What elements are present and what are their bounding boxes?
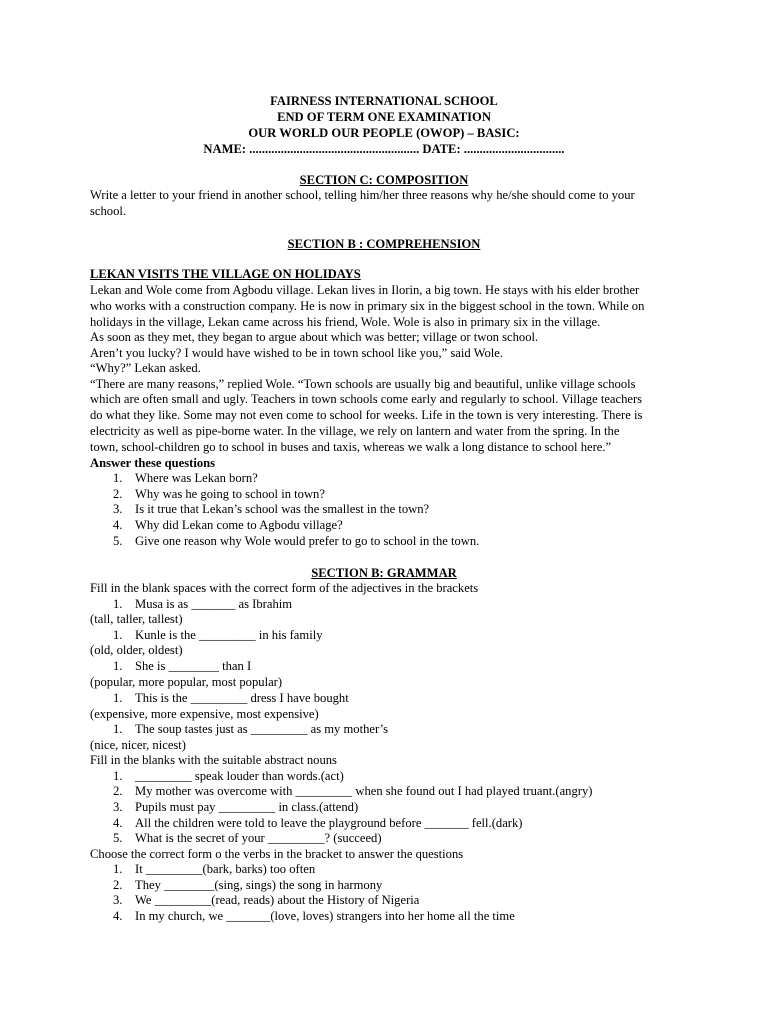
list-item [113, 518, 343, 534]
list-item [113, 691, 349, 707]
item-text: It _________(bark, barks) too often [135, 862, 316, 876]
passage-line: Aren’t you lucky? I would have wished to be in town school like you,” said Wole. [90, 346, 503, 360]
grammar-instruction: Choose the correct form o the verbs in the bracket to answer the questions [90, 847, 464, 861]
list-item [113, 597, 292, 613]
list-item [113, 769, 344, 785]
item-text: All the children were told to leave the playground before _______ fell.(dark) [135, 816, 523, 830]
subject-title: OUR WORLD OUR PEOPLE (OWOP) – BASIC: [248, 126, 520, 140]
item-number: 3. [113, 800, 123, 814]
item-text: Why was he going to school in town? [135, 487, 325, 501]
passage-line: “Why?” Lekan asked. [90, 361, 201, 375]
list-item [113, 628, 323, 644]
list-item [113, 659, 251, 675]
item-text: My mother was overcome with _________ when she found out I had played truant.(angry) [135, 784, 593, 798]
grammar-instruction: Fill in the blank spaces with the correct form of the adjectives in the brackets [90, 581, 479, 595]
adjective-options: (popular, more popular, most popular) [90, 675, 283, 689]
item-text: We _________(read, reads) about the History of Nigeria [135, 893, 420, 907]
list-item [113, 502, 429, 518]
list-item [113, 909, 515, 925]
item-text: In my church, we _______(love, loves) strangers into her home all the time [135, 909, 515, 923]
composition-heading: SECTION C: COMPOSITION [299, 173, 469, 187]
item-number: 1. [113, 471, 123, 485]
passage-line: As soon as they met, they began to argue about which was better; village or twon school. [90, 330, 539, 344]
passage-title: LEKAN VISITS THE VILLAGE ON HOLIDAYS [90, 267, 361, 281]
item-text: Musa is as _______ as Ibrahim [135, 597, 293, 611]
list-item [113, 893, 419, 909]
item-text: Pupils must pay _________ in class.(attend) [135, 800, 359, 814]
adjective-options: (old, older, oldest) [90, 643, 183, 657]
passage-line: who works with a construction company. He is now in primary six in the biggest school in the town. While on [90, 299, 645, 313]
school-name: FAIRNESS INTERNATIONAL SCHOOL [270, 94, 498, 108]
questions-heading: Answer these questions [90, 456, 216, 470]
item-number: 2. [113, 878, 123, 892]
item-number: 2. [113, 487, 123, 501]
comprehension-heading: SECTION B : COMPREHENSION [287, 237, 481, 251]
passage-line: town, school-children go to school in buses and taxis, whereas we walk a long distance to school here.” [90, 440, 612, 454]
grammar-heading: SECTION B: GRAMMAR [311, 566, 457, 580]
item-text: Why did Lekan come to Agbodu village? [135, 518, 343, 532]
item-number: 1. [113, 597, 123, 611]
list-item [113, 800, 358, 816]
composition-line: school. [90, 204, 127, 218]
item-text: Kunle is the _________ in his family [135, 628, 323, 642]
item-number: 4. [113, 909, 123, 923]
item-text: She is ________ than I [135, 659, 252, 673]
list-item [113, 816, 522, 832]
item-number: 3. [113, 502, 123, 516]
item-text: Give one reason why Wole would prefer to go to school in the town. [135, 534, 480, 548]
item-number: 4. [113, 816, 123, 830]
item-text: The soup tastes just as _________ as my mother’s [135, 722, 389, 736]
item-number: 1. [113, 659, 123, 673]
item-number: 3. [113, 893, 123, 907]
adjective-options: (nice, nicer, nicest) [90, 738, 186, 752]
exam-title: END OF TERM ONE EXAMINATION [277, 110, 491, 124]
item-number: 1. [113, 691, 123, 705]
item-text: They ________(sing, sings) the song in harmony [135, 878, 383, 892]
list-item [113, 831, 382, 847]
list-item [113, 784, 592, 800]
passage-line: holidays in the village, Lekan came across his friend, Wole. Wole is also in primary six in the village. [90, 315, 601, 329]
item-text: Where was Lekan born? [135, 471, 258, 485]
list-item [113, 722, 388, 738]
list-item [113, 862, 315, 878]
list-item [113, 487, 325, 503]
item-number: 1. [113, 722, 123, 736]
item-number: 1. [113, 769, 123, 783]
item-text: What is the secret of your _________? (succeed) [135, 831, 382, 845]
item-number: 1. [113, 862, 123, 876]
grammar-instruction: Fill in the blanks with the suitable abstract nouns [90, 753, 337, 767]
item-text: Is it true that Lekan’s school was the smallest in the town? [135, 502, 430, 516]
item-text: This is the _________ dress I have bought [135, 691, 349, 705]
passage-line: Lekan and Wole come from Agbodu village. Lekan lives in Ilorin, a big town. He stays with his elder brother [90, 283, 640, 297]
passage-line: electricity as well as pipe-borne water. In the village, we rely on lantern and water from the spring. In the [90, 424, 620, 438]
composition-line: Write a letter to your friend in another school, telling him/her three reasons why he/she should come to your [90, 188, 635, 202]
list-item [113, 534, 479, 550]
name-date-line: NAME: ...................................................... DATE: ................................ [203, 142, 565, 156]
passage-line: “There are many reasons,” replied Wole. “Town schools are usually big and beautiful, unlike village schools [90, 377, 636, 391]
item-number: 4. [113, 518, 123, 532]
item-text: _________ speak louder than words.(act) [135, 769, 344, 783]
passage-line: which are often small and ugly. Teachers in town schools come early and regularly to school. Village teachers [90, 392, 643, 406]
adjective-options: (tall, taller, tallest) [90, 612, 183, 626]
item-number: 1. [113, 628, 123, 642]
item-number: 5. [113, 534, 123, 548]
list-item [113, 878, 382, 894]
item-number: 2. [113, 784, 123, 798]
adjective-options: (expensive, more expensive, most expensive) [90, 707, 319, 721]
item-number: 5. [113, 831, 123, 845]
list-item [113, 471, 258, 487]
passage-line: do what they like. Some may not even come to school for weeks. Life in the town is very interesting. There is [90, 408, 643, 422]
